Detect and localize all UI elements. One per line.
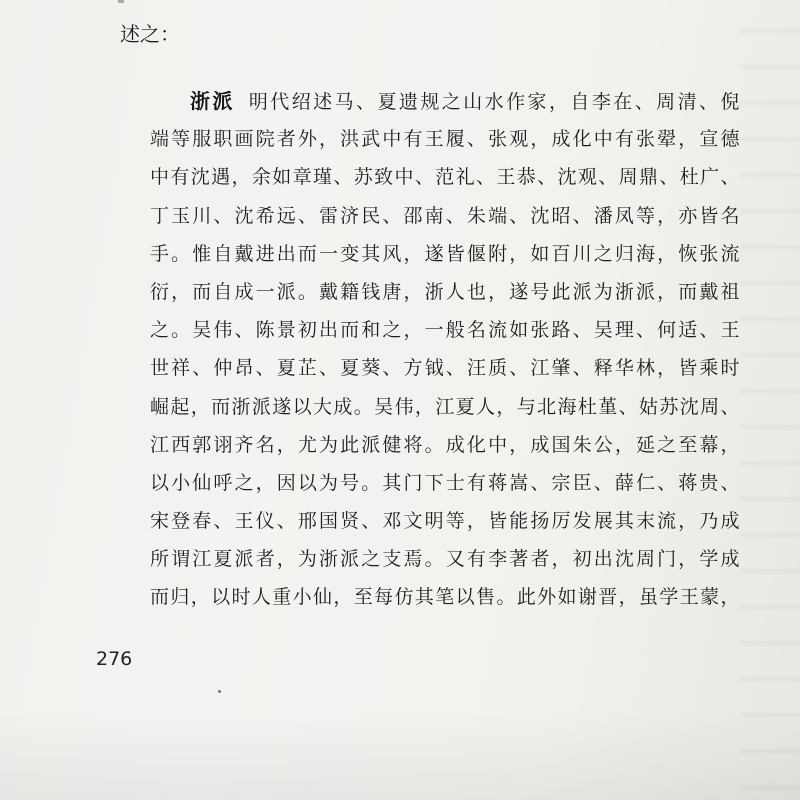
line-text: 明代绍述马、夏遗规之山水作家，自李在、周清、倪 xyxy=(248,91,740,113)
paragraph-line: 宋登春、王仪、邢国贤、邓文明等，皆能扬厉发展其末流，乃成 xyxy=(150,510,740,533)
paragraph-line: 中有沈遇，余如章瑾、苏致中、范礼、王恭、沈观、周鼎、杜广、 xyxy=(150,166,740,189)
paragraph-line: 江西郭诩齐名，尤为此派健将。成化中，成国朱公，延之至幕， xyxy=(150,433,740,456)
page-shadow xyxy=(0,710,800,800)
paragraph-line: 以小仙呼之，因以为号。其门下士有蒋嵩、宗臣、薛仁、蒋贵、 xyxy=(150,471,740,494)
paragraph-line: 而归，以时人重小仙，至每仿其笔以售。此外如谢晋，虽学王蒙， xyxy=(150,586,740,609)
paragraph-line xyxy=(150,82,740,120)
ink-speck xyxy=(218,690,221,693)
intro-line: 述之： xyxy=(120,22,180,46)
section-paragraph xyxy=(150,82,740,617)
paragraph-line: 丁玉川、沈希远、雷济民、邵南、朱端、沈昭、潘凤等，亦皆名 xyxy=(150,204,740,227)
print-mark xyxy=(118,0,124,3)
section-heading: 浙派 xyxy=(190,89,235,113)
paragraph-line: 衍，而自成一派。戴籍钱唐，浙人也，遂号此派为浙派，而戴祖 xyxy=(150,280,740,303)
paragraph-line: 端等服职画院者外，洪武中有王履、张观，成化中有张翚，宣德 xyxy=(150,128,740,151)
paragraph-line: 世祥、仲昂、夏芷、夏葵、方钺、汪质、江肇、释华林，皆乘时 xyxy=(150,357,740,380)
facing-page-bleed xyxy=(740,0,800,800)
paragraph-line: 手。惟自戴进出而一变其风，遂皆偃附，如百川之归海，恢张流 xyxy=(150,242,740,265)
paragraph-line: 所谓江夏派者，为浙派之支焉。又有李著者，初出沈周门，学成 xyxy=(150,548,740,571)
paragraph-line: 崛起，而浙派遂以大成。吴伟，江夏人，与北海杜堇、姑苏沈周、 xyxy=(150,395,740,418)
paragraph-line: 之。吴伟、陈景初出而和之，一般名流如张路、吴理、何适、王 xyxy=(150,319,740,342)
page-number: 276 xyxy=(96,648,133,670)
